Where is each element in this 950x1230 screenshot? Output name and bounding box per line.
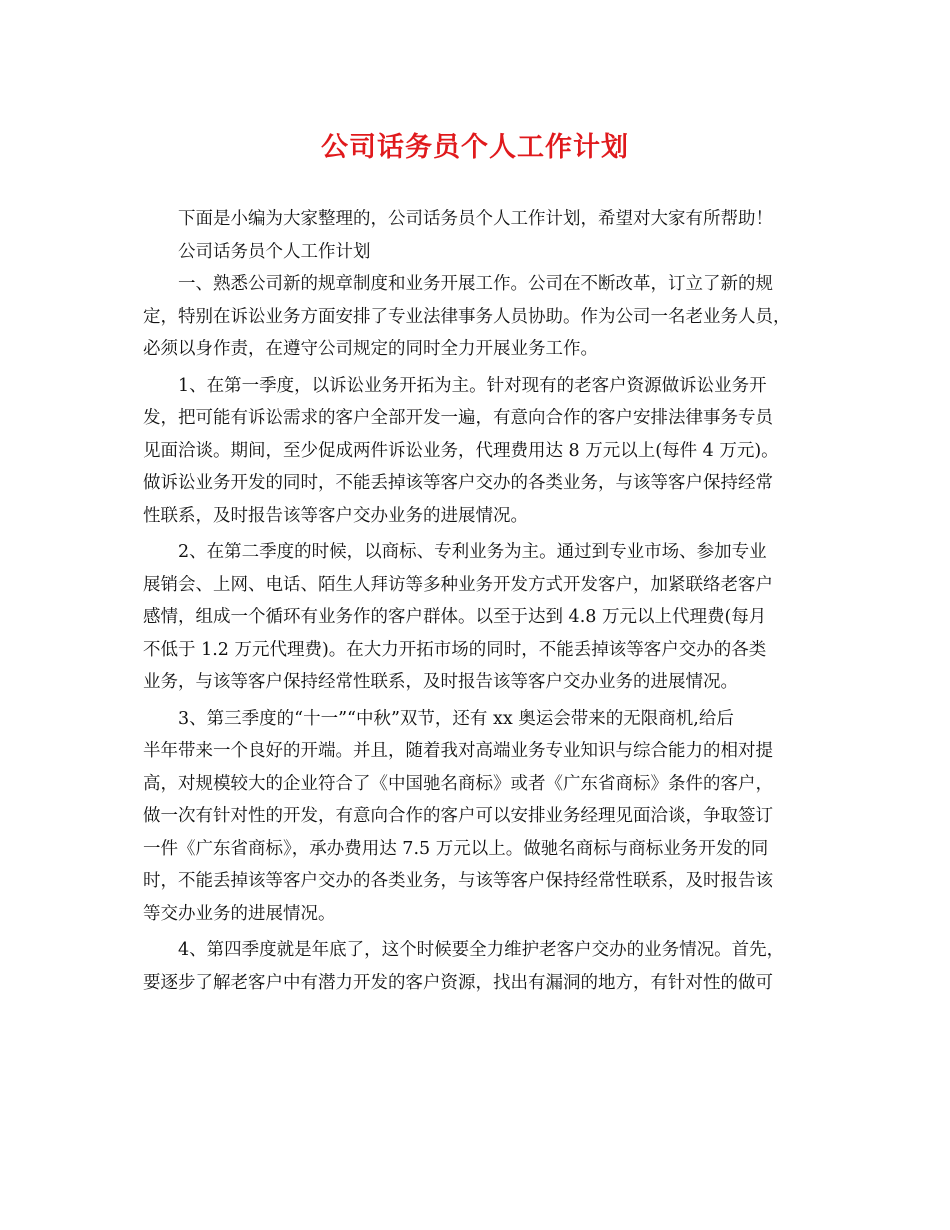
paragraph-line: 展销会、上网、电话、陌生人拜访等多种业务开发方式开发客户，加紧联络老客户 (143, 574, 773, 595)
paragraph-q3 (143, 703, 810, 931)
paragraph-line: 业务，与该等客户保持经常性联系，及时报告该等客户交办业务的进展情况。 (143, 672, 738, 692)
paragraph-line: 见面洽谈。期间，至少促成两件诉讼业务，代理费用达 8 万元以上(每件 4 万元)。 (143, 440, 779, 461)
paragraph-line: 3、第三季度的“十一”“中秋”双节，还有 xx 奥运会带来的无限商机,给后 (178, 708, 734, 729)
paragraph-line: 下面是小编为大家整理的，公司话务员个人工作计划，希望对大家有所帮助！ (178, 209, 773, 229)
paragraph-line: 做一次有针对性的开发，有意向合作的客户可以安排业务经理见面洽谈，争取签订 (143, 806, 773, 826)
paragraph-line: 要逐步了解老客户中有潜力开发的客户资源，找出有漏洞的地方，有针对性的做可 (143, 972, 773, 993)
paragraph-q4 (143, 934, 810, 999)
paragraph-subtitle (143, 236, 810, 269)
paragraph-line: 4、第四季度就是年底了，这个时候要全力维护老客户交办的业务情况。首先， (178, 940, 785, 960)
paragraph-section-1 (143, 268, 810, 366)
paragraph-line: 发，把可能有诉讼需求的客户全部开发一遍，有意向合作的客户安排法律事务专员 (143, 408, 773, 428)
paragraph-q1 (143, 370, 810, 533)
paragraph-line: 1、在第一季度，以诉讼业务开拓为主。针对现有的老客户资源做诉讼业务开 (178, 375, 767, 396)
paragraph-q2 (143, 536, 810, 699)
paragraph-line: 高，对规模较大的企业符合了《中国驰名商标》或者《广东省商标》条件的客户， (143, 773, 773, 794)
paragraph-line: 2、在第二季度的时候，以商标、专利业务为主。通过到专业市场、参加专业 (178, 542, 767, 562)
paragraph-line: 性联系，及时报告该等客户交办业务的进展情况。 (143, 505, 528, 526)
paragraph-intro (143, 203, 810, 236)
document-body (143, 203, 810, 999)
paragraph-line: 感情，组成一个循环有业务作的客户群体。以至于达到 4.8 万元以上代理费(每月 (143, 607, 767, 627)
paragraph-line: 必须以身作责，在遵守公司规定的同时全力开展业务工作。 (143, 339, 598, 359)
paragraph-line: 时，不能丢掉该等客户交办的各类业务，与该等客户保持经常性联系，及时报告该 (143, 871, 773, 891)
document-title: 公司话务员个人工作计划 (321, 132, 629, 163)
paragraph-line: 做诉讼业务开发的同时，不能丢掉该等客户交办的各类业务，与该等客户保持经常 (143, 473, 773, 493)
paragraph-line: 等交办业务的进展情况。 (143, 903, 336, 924)
paragraph-line: 公司话务员个人工作计划 (178, 241, 371, 262)
paragraph-line: 半年带来一个良好的开端。并且，随着我对高端业务专业知识与综合能力的相对提 (143, 741, 773, 761)
paragraph-line: 不低于 1.2 万元代理费)。在大力开拓市场的同时，不能丢掉该等客户交办的各类 (143, 639, 767, 660)
paragraph-line: 一件《广东省商标》，承办费用达 7.5 万元以上。做驰名商标与商标业务开发的同 (143, 838, 769, 859)
paragraph-line: 定，特别在诉讼业务方面安排了专业法律事务人员协助。作为公司一名老业务人员， (143, 306, 791, 327)
paragraph-line: 一、熟悉公司新的规章制度和业务开展工作。公司在不断改革，订立了新的规 (178, 274, 773, 294)
